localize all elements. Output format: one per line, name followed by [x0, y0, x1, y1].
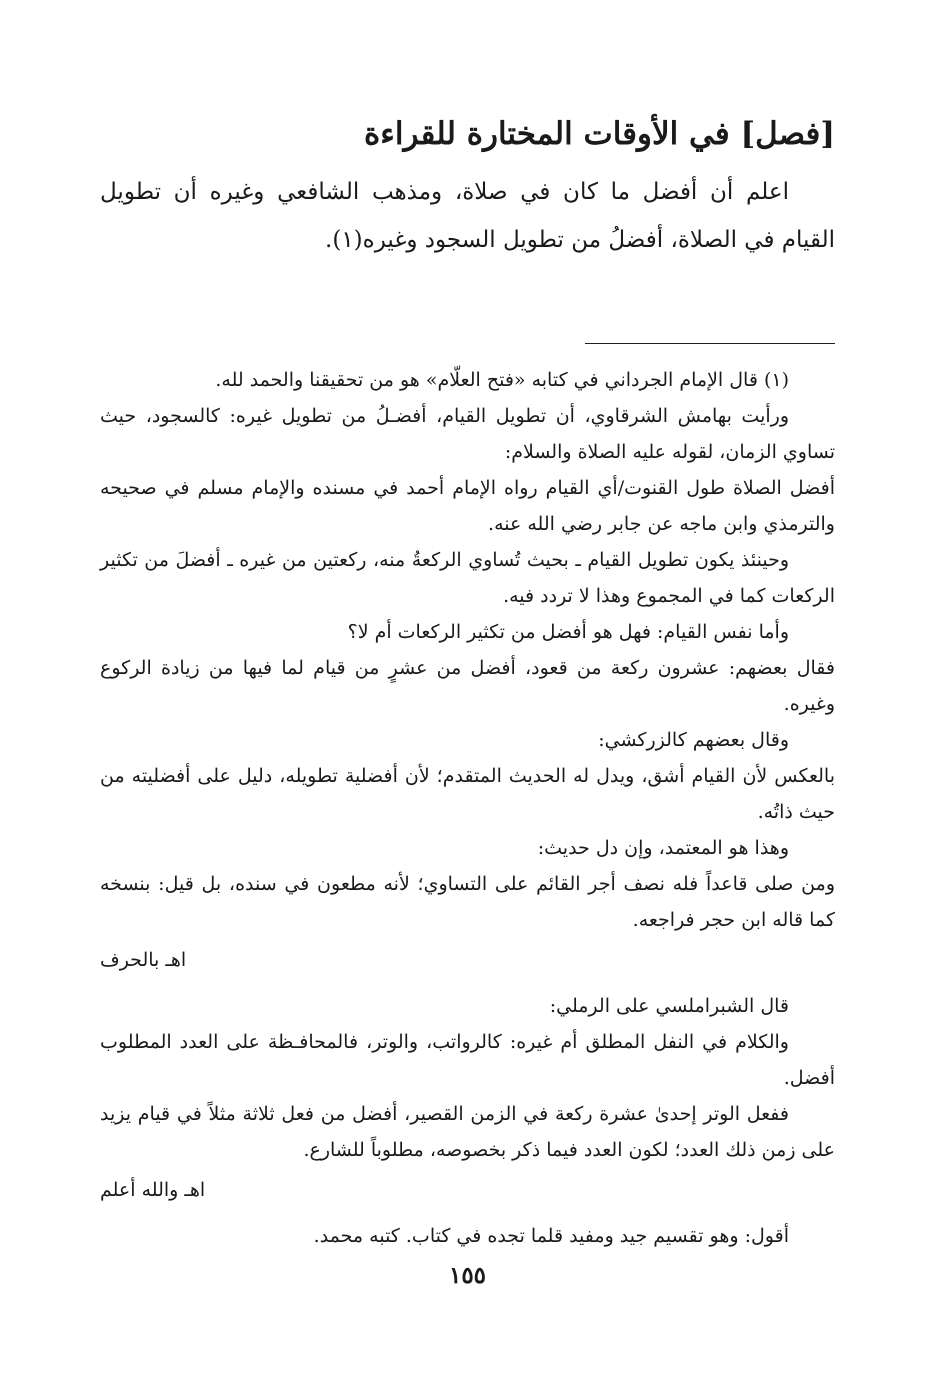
footnote-paragraph: وهذا هو المعتمد، وإن دل حديث: — [537, 837, 789, 859]
footnote-paragraph: بالعكس لأن القيام أشق، ويدل له الحديث المتقدم؛ لأن أفضلية تطويله، دليل على أفضليته من حيث ذاتُه. — [100, 765, 835, 823]
footnote-paragraph: ومن صلى قاعداً فله نصف أجر القائم على التساوي؛ لأنه مطعون في سنده، بل قيل: بنسخه كما قاله ابن حجر فراجعه. — [100, 873, 835, 931]
footnote-paragraph: وقال بعضهم كالزركشي: — [598, 729, 789, 751]
footnote-signoff: اهـ والله أعلم — [100, 1179, 206, 1201]
footnote-paragraph: وأما نفس القيام: فهل هو أفضل من تكثير الركعات أم لا؟ — [347, 621, 789, 643]
main-text — [100, 168, 835, 264]
footnote-paragraph: أفضل الصلاة طول القنوت/أي القيام رواه الإمام أحمد في مسنده والإمام مسلم في صحيحه والترمذي وابن ماجه عن جابر رضي الله عنه. — [100, 477, 835, 535]
footnote-paragraph: ورأيت بهامش الشرقاوي، أن تطويل القيام، أفضـلُ من تطويل غيره: كالسجود، حيث تساوي الزمان، لقوله عليه الصلاة والسلام: — [100, 405, 835, 463]
footnote-paragraph: والكلام في النفل المطلق أم غيره: كالرواتب، والوتر، فالمحافـظة على العدد المطلوب أفضل. — [100, 1031, 835, 1089]
footnote-paragraph: قال الشبراملسي على الرملي: — [549, 995, 789, 1017]
footnotes — [100, 362, 835, 1254]
section-heading: [فصل] في الأوقات المختارة للقراءة — [364, 116, 835, 152]
footnote-paragraph: (١) قال الإمام الجرداني في كتابه «فتح العلّام» هو من تحقيقنا والحمد لله. — [215, 369, 789, 391]
main-paragraph: اعلم أن أفضل ما كان في صلاة، ومذهب الشافعي وغيره أن تطويل القيام في الصلاة، أفضلُ من تطويل السجود وغيره(١). — [100, 179, 835, 253]
footnote-paragraph: أقول: وهو تقسيم جيد ومفيد قلما تجده في كتاب. كتبه محمد. — [313, 1225, 789, 1247]
footnote-paragraph: ففعل الوتر إحدىٰ عشرة ركعة في الزمن القصير، أفضل من فعل ثلاثة مثلاً في قيام يزيد على زمن ذلك العدد؛ لكون العدد فيما ذكر بخصوصه، مطلوباً للشارع. — [100, 1103, 835, 1161]
footnote-signoff: اهـ بالحرف — [100, 949, 187, 971]
footnote-paragraph: فقال بعضهم: عشرون ركعة من قعود، أفضل من عشرٍ من قيام لما فيها من زيادة الركوع وغيره. — [100, 657, 835, 715]
footnote-paragraph: وحينئذ يكون تطويل القيام ـ بحيث تُساوي الركعةُ منه، ركعتين من غيره ـ أفضلَ من تكثير الركعات كما في المجموع وهذا لا تردد فيه. — [100, 549, 835, 607]
page-number: ١٥٥ — [448, 1262, 487, 1289]
footnote-separator — [585, 343, 835, 344]
